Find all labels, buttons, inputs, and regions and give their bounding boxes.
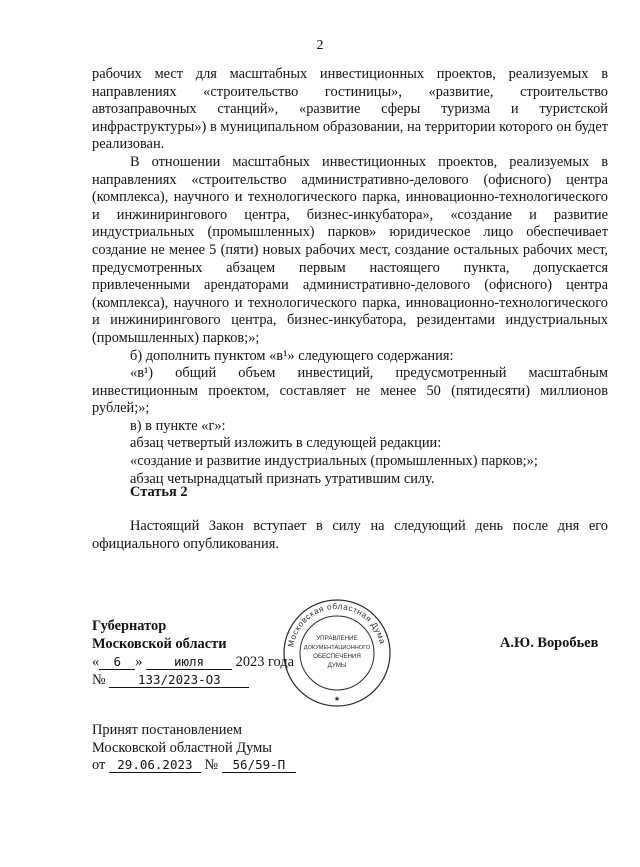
date-open-quote: « (92, 654, 100, 670)
number-label: № (204, 757, 219, 774)
adoption-date-number (92, 757, 296, 775)
date-close-quote: » (135, 654, 143, 670)
official-stamp (282, 598, 392, 708)
adoption-number: 56/59-П (222, 757, 296, 773)
date-month: июля (146, 654, 232, 670)
paragraph: в) в пункте «г»: (130, 417, 226, 434)
page-number: 2 (316, 38, 324, 53)
from-label: от (92, 757, 106, 774)
stamp-center-line: ОБЕСПЕЧЕНИЯ (313, 653, 361, 660)
law-number-value: 133/2023-ОЗ (109, 672, 249, 688)
number-prefix: № (92, 672, 106, 688)
law-number (92, 671, 294, 689)
date-year: 2023 года (235, 654, 295, 670)
article-heading: Статья 2 (130, 484, 188, 500)
star-icon: ★ (333, 695, 341, 703)
stamp-center-line: ДУМЫ (327, 662, 347, 669)
signing-date (92, 653, 294, 671)
signatory-region: Московской области (92, 636, 227, 652)
paragraph: б) дополнить пунктом «в¹» следующего содержания: (130, 347, 454, 364)
paragraph: «создание и развитие индустриальных (промышленных) парков;»; (130, 453, 538, 470)
paragraph: рабочих мест для масштабных инвестиционных проектов, реализуемых в направлениях «строительство гостиницы», «развитие, строительство автозаправочных станций», «развитие сферы туризма и туристской инфраструктуры») в муниципальном образовании, на территории которого он будет реализован. (92, 66, 608, 153)
body-text (92, 66, 608, 488)
signature-block (92, 617, 294, 689)
adoption-line: Московской областной Думы (92, 739, 272, 756)
paragraph: В отношении масштабных инвестиционных проектов, реализуемых в направлениях «строительство административно-делового (офисного) центра (комплекса), научного и технологического парка, инновационно-технологического и инжинирингового центра, бизнес-инкубатора», «создание и развитие индустриальных (промышленных) парков» юридическое лицо обеспечивает создание не менее 5 (пяти) новых рабочих мест, создание остальных рабочих мест, предусмотренных абзацем первым настоящего пункта, допускается привлеченными арендаторами административно-делового (офисного) центра (комплекса), научного и технологического парка, инновационно-технологического и инжинирингового центра, бизнес-инкубатора, резидентами индустриальных (промышленных) парков;»; (92, 153, 608, 346)
signer-name: А.Ю. Воробьев (500, 635, 599, 651)
paragraph: абзац четвертый изложить в следующей редакции: (130, 435, 442, 452)
signatory-title: Губернатор (92, 618, 167, 634)
adoption-date: 29.06.2023 (109, 757, 201, 773)
stamp-center-line: ДОКУМЕНТАЦИОННОГО (303, 645, 371, 651)
paragraph: абзац четырнадцатый признать утратившим силу. (130, 470, 435, 487)
adoption-block (92, 722, 296, 775)
adoption-line: Принят постановлением (92, 722, 242, 738)
stamp-center-line: УПРАВЛЕНИЕ (316, 635, 358, 642)
date-day: 6 (99, 654, 135, 670)
stamp-ring-text: Московская областная Дума (286, 601, 388, 648)
article-text: Настоящий Закон вступает в силу на следующий день после дня его официального опубликования. (92, 518, 608, 552)
paragraph: «в¹) общий объем инвестиций, предусмотренный масштабным инвестиционным проектом, составляет не менее 50 (пятидесяти) миллионов рублей;»; (92, 365, 608, 417)
